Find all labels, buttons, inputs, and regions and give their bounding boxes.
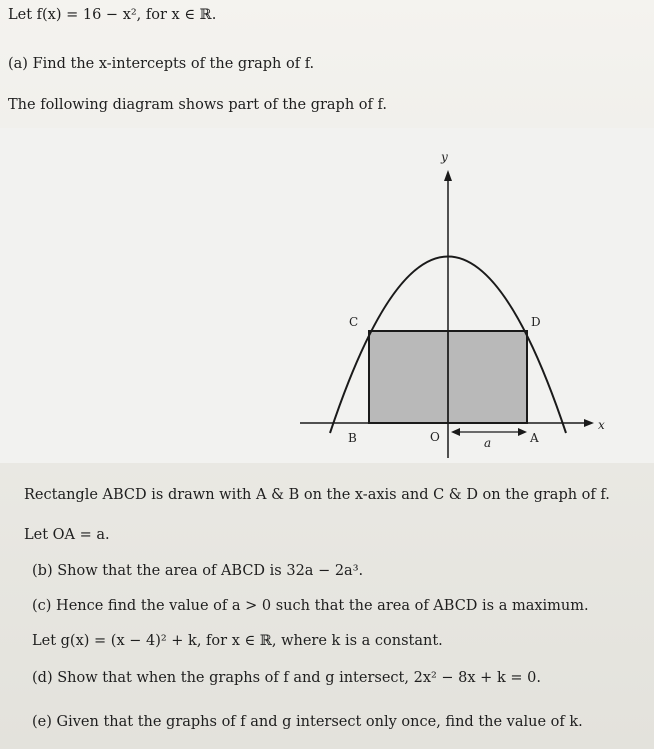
let-oa-text: Let OA = a. bbox=[24, 527, 110, 543]
diagram-caption: The following diagram shows part of the graph of f. bbox=[8, 97, 387, 113]
part-b-text: (b) Show that the area of ABCD is 32a − 2a³. bbox=[32, 563, 364, 579]
part-d-text: (d) Show that when the graphs of f and g intersect, 2x² − 8x + k = 0. bbox=[32, 670, 541, 686]
part-a-text: (a) Find the x-intercepts of the graph of f. bbox=[8, 56, 315, 72]
x-axis-arrow bbox=[584, 419, 594, 427]
oa-arrow-left bbox=[451, 428, 460, 436]
part-c-text: (c) Hence find the value of a > 0 such that the area of ABCD is a maximum. bbox=[32, 598, 589, 614]
let-g-text: Let g(x) = (x − 4)² + k, for x ∈ ℝ, where k is a constant. bbox=[32, 633, 443, 649]
label-b: B bbox=[348, 431, 357, 445]
y-axis-arrow bbox=[444, 170, 452, 181]
label-c: C bbox=[349, 315, 359, 329]
rectangle-description: Rectangle ABCD is drawn with A & B on the x-axis and C & D on the graph of f. bbox=[24, 487, 610, 503]
label-x: x bbox=[598, 418, 605, 432]
oa-arrow-right bbox=[518, 428, 527, 436]
label-a-length: a bbox=[484, 436, 492, 450]
question-intro: Let f(x) = 16 − x², for x ∈ ℝ. bbox=[8, 7, 217, 23]
part-e-text: (e) Given that the graphs of f and g intersect only once, find the value of k. bbox=[32, 714, 583, 730]
label-a-point: A bbox=[530, 431, 539, 445]
label-y: y bbox=[441, 150, 448, 164]
parabola-diagram bbox=[0, 128, 654, 463]
label-d: D bbox=[531, 315, 541, 329]
label-o: O bbox=[430, 430, 440, 444]
